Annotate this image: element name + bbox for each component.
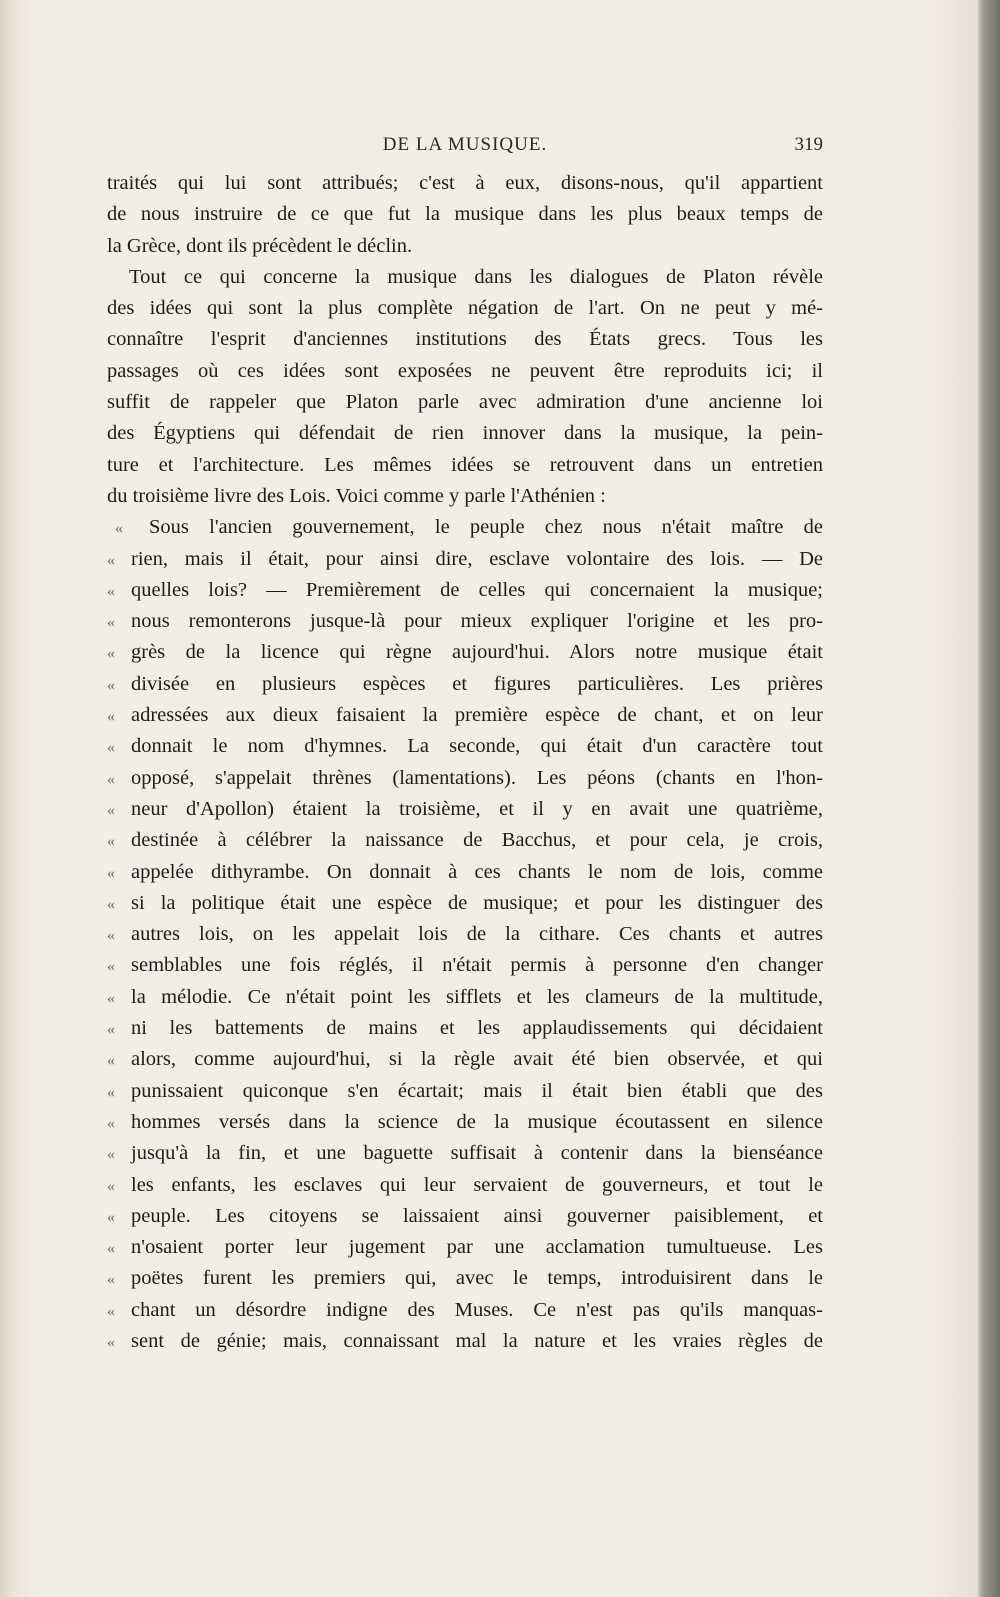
quotation-text: donnait le nom d'hymnes. La seconde, qui était d'un caractère tout (131, 735, 823, 758)
text-line: ture et l'architecture. Les mêmes idées se retrouvent dans un entretien (107, 453, 823, 476)
quotation-text: les enfants, les esclaves qui leur servaient de gouverneurs, et tout le (131, 1173, 823, 1196)
body-text (107, 168, 823, 1357)
quotation-line (107, 794, 823, 825)
quotation-line (107, 1201, 823, 1232)
quotation-text: destinée à célébrer la naissance de Bacchus, et pour cela, je crois, (131, 829, 823, 852)
quote-mark: « (107, 1302, 115, 1320)
quote-mark: « (107, 1208, 115, 1226)
quote-mark: « (107, 551, 115, 569)
quotation-line (107, 982, 823, 1013)
quotation-line (107, 1138, 823, 1169)
quotation-line (107, 1076, 823, 1107)
quotation-line (107, 575, 823, 606)
quotation-line (107, 669, 823, 700)
quote-mark: « (107, 1146, 115, 1164)
quotation-text: appelée dithyrambe. On donnait à ces chants le nom de lois, comme (131, 860, 823, 883)
quote-mark: « (107, 770, 115, 788)
quotation-text: nous remonterons jusque-là pour mieux expliquer l'origine et les pro- (131, 610, 823, 633)
quotation-line (107, 637, 823, 668)
quotation-text: neur d'Apollon) étaient la troisième, et il y en avait une quatrième, (131, 797, 823, 820)
quotation-text: sent de génie; mais, connaissant mal la nature et les vraies règles de (131, 1329, 823, 1352)
quotation-line (107, 1013, 823, 1044)
quotation-text: n'osaient porter leur jugement par une acclamation tumultueuse. Les (131, 1236, 823, 1259)
quotation-text: punissaient quiconque s'en écartait; mais il était bien établi que des (131, 1079, 823, 1102)
quotation-text: si la politique était une espèce de musique; et pour les distinguer des (131, 891, 823, 914)
quotation-text: grès de la licence qui règne aujourd'hui. Alors notre musique était (131, 641, 823, 664)
quote-mark: « (107, 1177, 115, 1195)
quotation-line (107, 1232, 823, 1263)
quotation-block (107, 512, 823, 1357)
quotation-line (107, 731, 823, 762)
quotation-text: peuple. Les citoyens se laissaient ainsi gouverner paisiblement, et (131, 1204, 823, 1227)
quotation-text: adressées aux dieux faisaient la première espèce de chant, et on leur (131, 704, 823, 727)
quotation-line (107, 763, 823, 794)
quotation-line (107, 512, 823, 543)
quotation-text: la mélodie. Ce n'était point les sifflets et les clameurs de la multitude, (131, 985, 823, 1008)
quote-mark: « (107, 989, 115, 1007)
quote-mark: « (107, 1271, 115, 1289)
quotation-text: alors, comme aujourd'hui, si la règle avait été bien observée, et qui (131, 1048, 823, 1071)
quotation-text: poëtes furent les premiers qui, avec le temps, introduisirent dans le (131, 1267, 823, 1290)
quotation-text: hommes versés dans la science de la musique écoutassent en silence (131, 1110, 823, 1133)
quote-mark: « (107, 895, 115, 913)
page-number: 319 (794, 134, 823, 155)
quote-mark: « (107, 1240, 115, 1258)
paragraph-1 (107, 168, 823, 262)
text-line: la Grèce, dont ils précèdent le déclin. (107, 234, 413, 257)
quote-mark: « (107, 801, 115, 819)
quote-mark: « (107, 1114, 115, 1132)
quotation-text: divisée en plusieurs espèces et figures particulières. Les prières (131, 672, 823, 695)
quote-mark: « (107, 864, 115, 882)
quote-mark: « (107, 1021, 115, 1039)
quotation-line (107, 606, 823, 637)
quotation-text: ni les battements de mains et les applaudissements qui décidaient (131, 1017, 823, 1040)
quote-mark: « (107, 676, 115, 694)
quote-mark: « (107, 582, 115, 600)
quotation-line (107, 1326, 823, 1357)
quote-mark: « (107, 958, 115, 976)
running-head (107, 130, 823, 160)
quotation-line (107, 825, 823, 856)
quotation-text: Sous l'ancien gouvernement, le peuple chez nous n'était maître de (149, 516, 823, 539)
quote-mark: « (115, 520, 123, 538)
quotation-line (107, 700, 823, 731)
quote-mark: « (107, 833, 115, 851)
quotation-line (107, 888, 823, 919)
quotation-line (107, 1044, 823, 1075)
running-title: DE LA MUSIQUE. (382, 134, 548, 155)
quotation-text: semblables une fois réglés, il n'était permis à personne d'en changer (131, 954, 823, 977)
quote-mark: « (107, 739, 115, 757)
quotation-line (107, 950, 823, 981)
quotation-line (107, 1263, 823, 1294)
text-line: connaître l'esprit d'anciennes institutions des États grecs. Tous les (107, 328, 823, 351)
book-edge (978, 0, 1000, 1597)
text-line: passages où ces idées sont exposées ne peuvent être reproduits ici; il (107, 359, 823, 382)
text-line: des idées qui sont la plus complète négation de l'art. On ne peut y mé- (107, 297, 823, 320)
quote-mark: « (107, 1333, 115, 1351)
quotation-line (107, 1107, 823, 1138)
quote-mark: « (107, 645, 115, 663)
text-line: Tout ce qui concerne la musique dans les dialogues de Platon révèle (129, 265, 823, 288)
quotation-text: rien, mais il était, pour ainsi dire, esclave volontaire des lois. — De (131, 547, 823, 570)
text-line: des Égyptiens qui défendait de rien innover dans la musique, la pein- (107, 422, 823, 445)
text-line: traités qui lui sont attribués; c'est à eux, disons-nous, qu'il appartient (107, 172, 823, 194)
quotation-line (107, 1170, 823, 1201)
quotation-line (107, 1295, 823, 1326)
quote-mark: « (107, 1083, 115, 1101)
quote-mark: « (107, 1052, 115, 1070)
quotation-text: autres lois, on les appelait lois de la cithare. Ces chants et autres (131, 923, 823, 946)
quotation-text: quelles lois? — Premièrement de celles qui concernaient la musique; (131, 578, 823, 601)
quote-mark: « (107, 927, 115, 945)
quotation-line (107, 919, 823, 950)
text-line: suffit de rappeler que Platon parle avec admiration d'une ancienne loi (107, 391, 823, 414)
quotation-text: chant un désordre indigne des Muses. Ce n'est pas qu'ils manquas- (131, 1298, 823, 1321)
paragraph-2 (107, 262, 823, 512)
quote-mark: « (107, 708, 115, 726)
quotation-line (107, 857, 823, 888)
quotation-text: opposé, s'appelait thrènes (lamentations). Les péons (chants en l'hon- (131, 766, 823, 789)
text-line: de nous instruire de ce que fut la musique dans les plus beaux temps de (107, 203, 823, 226)
quote-mark: « (107, 614, 115, 632)
quotation-line (107, 544, 823, 575)
text-line: du troisième livre des Lois. Voici comme y parle l'Athénien : (107, 484, 606, 507)
quotation-text: jusqu'à la fin, et une baguette suffisait à contenir dans la bienséance (131, 1142, 823, 1165)
